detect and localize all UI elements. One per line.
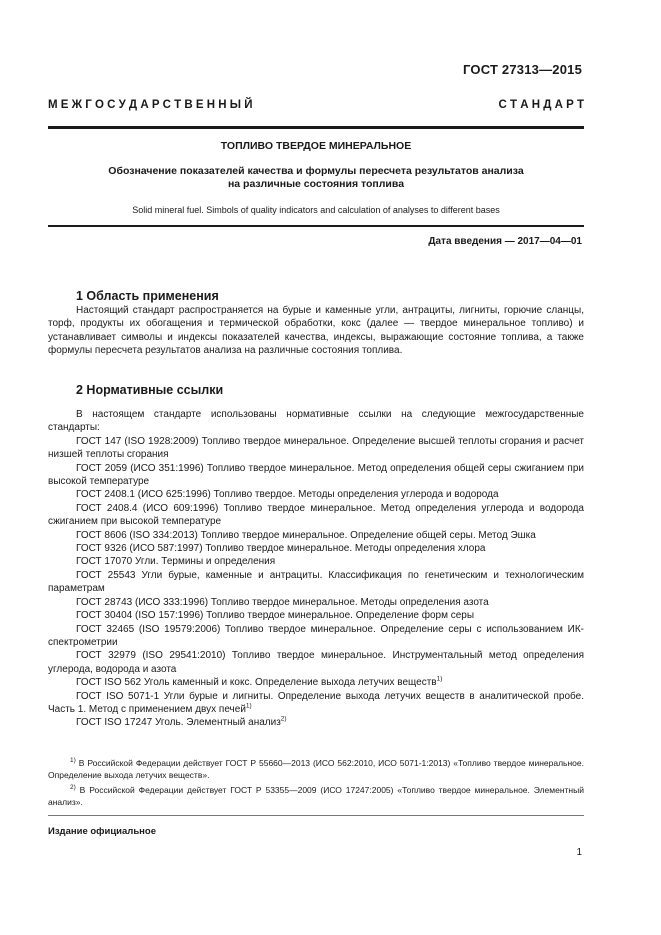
reference-item [48, 435, 584, 462]
section-2-body [48, 408, 584, 730]
footnote-mark: 2) [70, 784, 76, 792]
reference-item [48, 596, 584, 609]
standard-id: ГОСТ 27313—2015 [463, 62, 582, 77]
reference-text: ГОСТ 17070 Угли. Термины и определения [76, 556, 276, 568]
footnote [48, 785, 584, 808]
document-subtitle [48, 165, 584, 191]
reference-text: ГОСТ ISO 17247 Уголь. Элементный анализ [76, 717, 281, 729]
reference-item [48, 716, 584, 729]
reference-text: ГОСТ 2408.4 (ИСО 609:1996) Топливо твердое минеральное. Метод определения углерода и водорода сжиганием при высокой температуре [48, 502, 584, 528]
document-title: ТОПЛИВО ТВЕРДОЕ МИНЕРАЛЬНОЕ [220, 140, 412, 152]
reference-text: ГОСТ 2059 (ИСО 351:1996) Топливо твердое минеральное. Метод определения общей серы сжиганием при высокой температуре [48, 462, 584, 488]
reference-text: ГОСТ 9326 (ИСО 587:1997) Топливо твердое минеральное. Методы определения хлора [76, 543, 486, 555]
section-2-intro: В настоящем стандарте использованы нормативные ссылки на следующие межгосударственные стандарты: [48, 409, 584, 434]
reference-text: ГОСТ 32979 (ISO 29541:2010) Топливо твердое минеральное. Инструментальный метод определения углерода, водорода и азота [48, 650, 584, 675]
reference-text: ГОСТ ISO 562 Уголь каменный и кокс. Определение выхода летучих веществ [76, 677, 437, 689]
footer-rule [48, 815, 584, 816]
reference-text: ГОСТ 32465 (ISO 19579:2006) Топливо твердое минеральное. Определение серы с использованием ИК-спектрометрии [48, 623, 584, 648]
footnote-text: В Российской Федерации действует ГОСТ Р 53355—2009 (ИСО 17247:2005) «Топливо твердое минеральное. Элементный анализ». [48, 785, 584, 807]
page-number: 1 [576, 847, 582, 858]
reference-item [48, 502, 584, 529]
section-1-heading: 1 Область применения [76, 289, 219, 303]
reference-footnote-mark: 1) [245, 702, 252, 710]
reference-footnote-mark: 2) [280, 716, 287, 724]
intro-date: Дата введения — 2017—04—01 [428, 236, 582, 247]
header-rule [48, 126, 584, 129]
reference-text: ГОСТ 30404 (ISO 157:1996) Топливо твердое минеральное. Определение форм серы [76, 610, 475, 622]
reference-footnote-mark: 1) [436, 675, 443, 683]
english-title: Solid mineral fuel. Simbols of quality indicators and calculation of analyses to different bases [132, 205, 500, 215]
reference-item [48, 542, 584, 555]
reference-text: ГОСТ ISO 5071-1 Угли бурые и лигниты. Определение выхода летучих веществ в аналитической пробе. Часть 1. Метод с применением двух печей [48, 690, 584, 715]
references-list [48, 435, 584, 730]
footnote-text: В Российской Федерации действует ГОСТ Р 55660—2013 (ИСО 562:2010, ИСО 5071-1:2013) «Топливо твердое минеральное. Определение выхода летучих веществ». [48, 758, 584, 780]
standard-banner [48, 99, 584, 111]
section-2-heading: 2 Нормативные ссылки [76, 383, 224, 397]
reference-item [48, 555, 584, 568]
reference-text: ГОСТ 147 (ISO 1928:2009) Топливо твердое минеральное. Определение высшей теплоты сгорания и расчет низшей теплоты сгорания [48, 435, 584, 461]
reference-text: ГОСТ 2408.1 (ИСО 625:1996) Топливо твердое. Методы определения углерода и водорода [76, 489, 499, 501]
reference-item [48, 529, 584, 542]
reference-item [48, 462, 584, 489]
edition-label: Издание официальное [48, 826, 156, 837]
reference-text: ГОСТ 8606 (ISO 334:2013) Топливо твердое минеральное. Определение общей серы. Метод Эшка [76, 529, 536, 541]
title-rule [48, 225, 584, 227]
section-1-text: Настоящий стандарт распространяется на бурые и каменные угли, антрациты, лигниты, горючие сланцы, торф, продукты их обогащения и термической обработки, кокс (далее — твердое минеральное топливо) и устанавливает символы и индексы показателей качества, индексы, выражающие состояние топлива, а также формулы пересчета результатов анализа на различные состояния топлива. [48, 305, 584, 357]
reference-item [48, 623, 584, 650]
section-1-body [48, 304, 584, 358]
reference-item [48, 488, 584, 501]
reference-item [48, 569, 584, 596]
reference-item [48, 690, 584, 717]
reference-item [48, 649, 584, 676]
reference-text: ГОСТ 28743 (ИСО 333:1996) Топливо твердое минеральное. Методы определения азота [76, 596, 489, 608]
footnote [48, 758, 584, 781]
subtitle-line-1: Обозначение показателей качества и формулы пересчета результатов анализа [108, 165, 524, 177]
subtitle-line-2: на различные состояния топлива [227, 178, 405, 190]
banner-right: С Т А Н Д А Р Т [498, 99, 584, 111]
footnote-mark: 1) [70, 757, 76, 765]
banner-left: М Е Ж Г О С У Д А Р С Т В Е Н Н Ы Й [48, 99, 253, 111]
reference-item [48, 609, 584, 622]
reference-text: ГОСТ 25543 Угли бурые, каменные и антрациты. Классификация по генетическим и технологическим параметрам [48, 569, 584, 595]
reference-item [48, 676, 584, 689]
footnotes [48, 758, 584, 812]
